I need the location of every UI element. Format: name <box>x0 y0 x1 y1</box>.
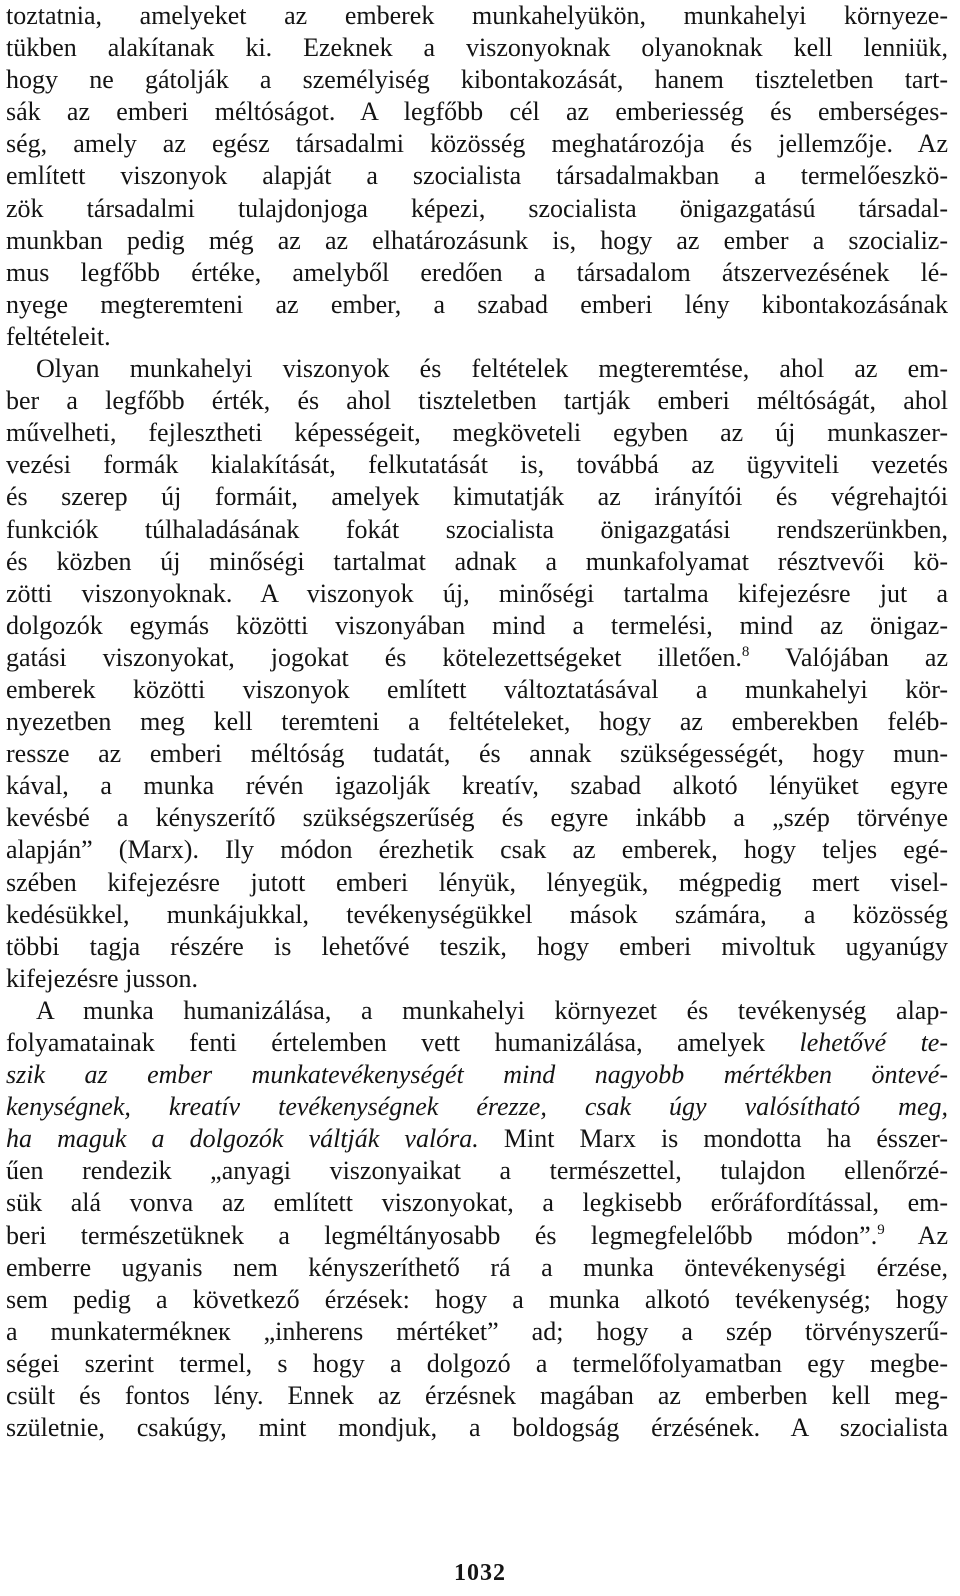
text-span: Valójában az <box>749 642 948 672</box>
text-line <box>6 1027 948 1059</box>
text-line: Olyan munkahelyi viszonyok és feltételek megteremtése, ahol az em- <box>36 354 948 384</box>
page-number: 1032 <box>454 1560 506 1586</box>
text-line: funkciók túlhaladásának fokát szocialista önigazgatási rendszerünkben, <box>6 514 948 544</box>
text-span: folyamatainak fenti értelemben vett humanizálása, amelyek <box>6 1028 800 1057</box>
paragraph <box>6 353 948 995</box>
text-line: hogy ne gátolják a személyiség kibontakozását, hanem tiszteletben tart- <box>6 65 948 95</box>
italic-text-line: szik az ember munkatevékenységét mind nagyobb mértékben öntevé- <box>6 1060 948 1090</box>
text-line: ber a legfőbb érték, és ahol tiszteletben tartják emberi méltóságát, ahol <box>6 386 948 416</box>
text-line: csült és fontos lény. Ennek az érzésnek magában az emberben kell meg- <box>6 1381 948 1411</box>
text-line: emberek közötti viszonyok említett változtatásával a munkahelyi kör- <box>6 674 948 704</box>
text-line: emberre ugyanis nem kényszeríthető rá a munka öntevékenységi érzése, <box>6 1252 948 1282</box>
text-line: művelheti, fejlesztheti képességeit, megköveteli egyben az új munkaszer- <box>6 418 948 448</box>
text-span: gatási viszonyokat, jogokat és kötelezettségeket illetően. <box>6 642 742 672</box>
paragraph <box>6 995 948 1444</box>
text-line: feltételeit. <box>6 321 111 351</box>
text-line: sák az emberi méltóságot. A legfőbb cél az emberiesség és emberséges- <box>6 97 948 127</box>
text-line: toztatnia, amelyeket az emberek munkahelyükön, munkahelyi környeze- <box>6 1 948 30</box>
text-line: kával, a munka révén igazolják kreatív, szabad alkotó lényüket egyre <box>6 771 948 801</box>
text-span: Az <box>884 1220 948 1250</box>
text-line <box>6 642 948 674</box>
text-line <box>6 1220 948 1252</box>
text-line: űen rendezik „anyagi viszonyaikat a természettel, tulajdon ellenőrzé- <box>6 1156 948 1186</box>
text-line: nyezetben meg kell teremteni a feltételeket, hogy az emberekben feléb- <box>6 707 948 737</box>
text-line: kevésbé a kényszerítő szükségszerűség és egyre inkább a „szép törvénye <box>6 803 948 833</box>
text-line: alapján” (Marx). Ily módon érezhetik csak az emberek, hogy teljes egé- <box>6 835 948 865</box>
text-line: kedésükkel, munkájukkal, tevékenységükkel mások számára, a közösség <box>6 899 948 929</box>
text-line: zötti viszonyoknak. A viszonyok új, minőségi tartalma kifejezésre jut a <box>6 578 948 608</box>
text-line: szében kifejezésre jutott emberi lényük, lényegük, mégpedig mert visel- <box>6 867 948 897</box>
text-line: dolgozók egymás közötti viszonyában mind a termelési, mind az önigaz- <box>6 610 948 640</box>
text-line: kifejezésre jusson. <box>6 963 199 993</box>
text-line: és közben új minőségi tartalmat adnak a munkafolyamat résztvevői kö- <box>6 546 948 576</box>
text-line <box>6 1123 948 1155</box>
text-line: zök társadalmi tulajdonjoga képezi, szocialista önigazgatású társadal- <box>6 193 948 223</box>
text-line: születnie, csakúgy, mint mondjuk, a boldogság érzésének. A szocialista <box>6 1413 948 1443</box>
text-span: beri természetüknek a legméltányosabb és legmegfelelőbb módon”. <box>6 1220 878 1250</box>
text-line: sem pedig a következő érzések: hogy a munka alkotó tevékenység; hogy <box>6 1284 948 1314</box>
paragraph <box>6 0 948 353</box>
text-span: Mint Marx is mondotta ha ésszer- <box>478 1124 948 1154</box>
text-line: vezési formák kialakítását, felkutatását is, továbbá az ügyviteli vezetés <box>6 450 948 480</box>
italic-text: ha maguk a dolgozók váltják valóra. <box>6 1124 479 1154</box>
document-page <box>6 0 948 1444</box>
footnote-marker: 9 <box>877 1221 885 1238</box>
text-line: ségei szerint termel, s hogy a dolgozó a termelőfolyamatban egy megbe- <box>6 1348 948 1378</box>
text-line: munkban pedig még az az elhatározásunk is, hogy az ember a szocializ- <box>6 225 948 255</box>
footnote-marker: 8 <box>741 643 750 660</box>
text-line: sük alá vonva az említett viszonyokat, a legkisebb erőráfordítással, em- <box>6 1188 948 1218</box>
text-line: ressze az emberi méltóság tudatát, és annak szükségességét, hogy mun- <box>6 739 948 769</box>
text-line: és szerep új formáit, amelyek kimutatják az irányítói és végrehajtói <box>6 482 948 512</box>
text-line: A munka humanizálása, a munkahelyi környezet és tevékenység alap- <box>36 995 948 1025</box>
text-line: tükben alakítanak ki. Ezeknek a viszonyoknak olyanoknak kell lenniük, <box>6 33 948 63</box>
text-line: a munkatermékneк „inherens mértéket” ad; hogy a szép törvényszerű- <box>6 1316 948 1346</box>
text-line: többi tagja részére is lehetővé teszik, hogy emberi mivoltuk ugyanúgy <box>6 931 948 961</box>
text-line: említett viszonyok alapját a szocialista társadalmakban a termelőeszkö- <box>6 161 948 191</box>
text-line: nyege megteremteni az ember, a szabad emberi lény kibontakozásának <box>6 289 948 319</box>
italic-text: lehetővé te- <box>799 1028 948 1057</box>
text-line: ség, amely az egész társadalmi közösség meghatározója és jellemzője. Az <box>6 129 948 159</box>
italic-text-line: kenységnek, kreatív tevékenységnek érezze, csak úgy valósítható meg, <box>6 1092 948 1122</box>
text-line: mus legfőbb értéke, amelyből eredően a társadalom átszervezésének lé- <box>6 257 948 287</box>
